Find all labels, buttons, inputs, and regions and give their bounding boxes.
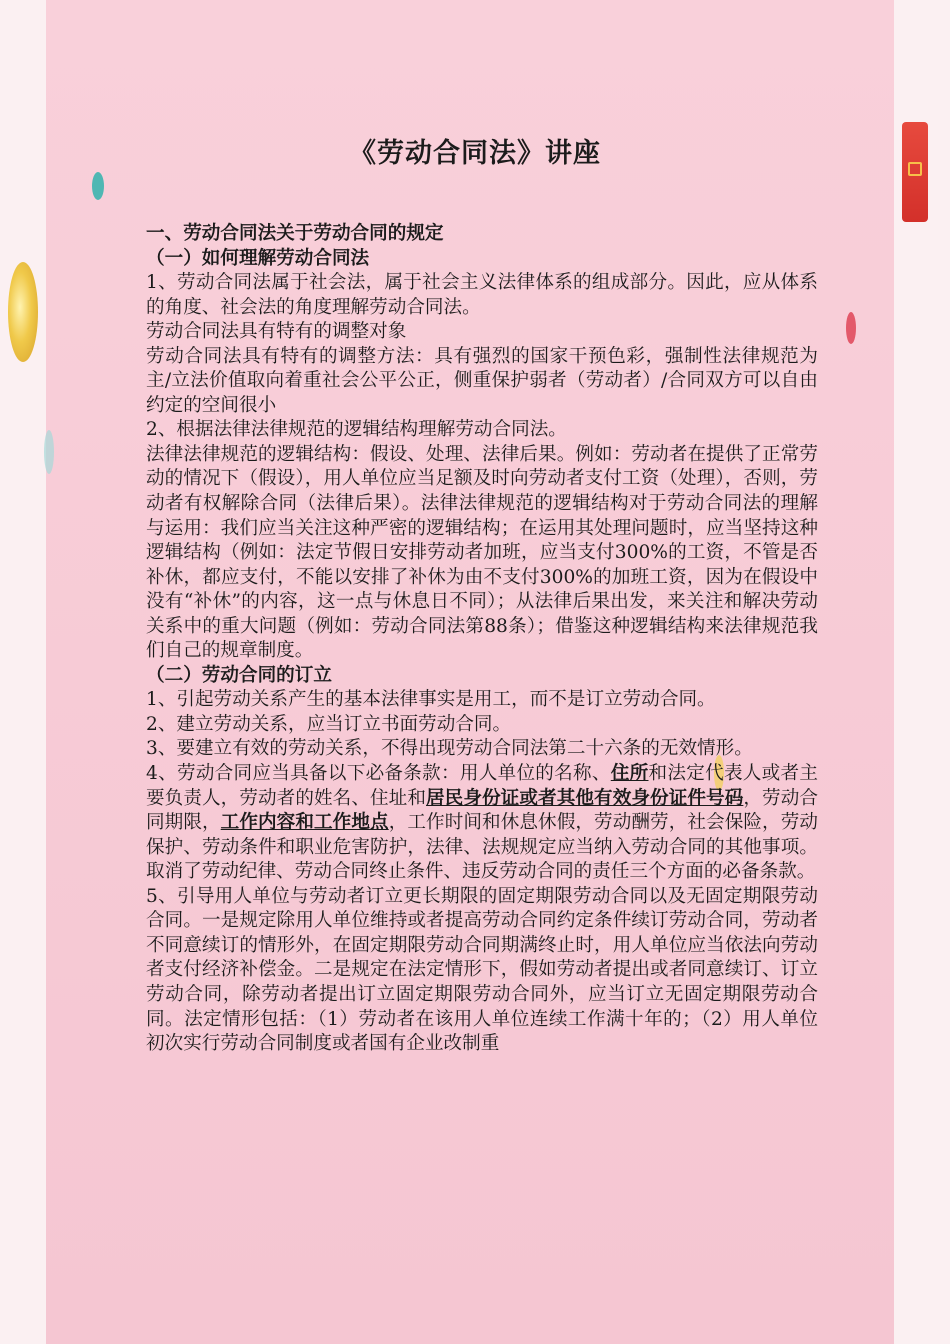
body-paragraph <box>146 762 818 885</box>
body-paragraph: 2、建立劳动关系，应当订立书面劳动合同。 <box>146 713 512 735</box>
body-paragraph: 2、根据法律法律规范的逻辑结构理解劳动合同法。 <box>146 419 567 441</box>
body-paragraph: 1、引起劳动关系产生的基本法律事实是用工，而不是订立劳动合同。 <box>146 689 716 711</box>
body-paragraph: 5、引导用人单位与劳动者订立更长期限的固定期限劳动合同以及无固定期限劳动合同。一是规定除用人单位维持或者提高劳动合同约定条件续订劳动合同，劳动者不同意续订的情形外，在固定期限劳动合同期满终止时，用人单位应当依法向劳动者支付经济补偿金。二是规定在法定情形下，假如劳动者提出或者同意续订、订立劳动合同，除劳动者提出订立固定期限劳动合同外，应当订立无固定期限劳动合同。法定情形包括：（1）劳动者在该用人单位连续工作满十年的；（2）用人单位初次实行劳动合同制度或者国有企业改制重 <box>146 885 818 1055</box>
body-paragraph: 劳动合同法具有特有的调整方法：具有强烈的国家干预色彩，强制性法律规范为主/立法价值取向着重社会公平公正，侧重保护弱者（劳动者）/合同双方可以自由约定的空间很小 <box>146 345 818 416</box>
body-paragraph: 3、要建立有效的劳动关系，不得出现劳动合同法第二十六条的无效情形。 <box>146 738 753 760</box>
section-heading: （一）如何理解劳动合同法 <box>146 247 370 269</box>
paragraph-segment: ，工作时间和休息休假，劳动酬劳，社会保险，劳动保护、劳动条件和职业危害防护，法律、法规规定应当纳入劳动合同的其他事项。取消了劳动纪律、劳动合同终止条件、违反劳动合同的责任三个方面的必备条款。 <box>146 812 818 883</box>
teal-balloon-decoration <box>92 172 104 200</box>
paragraph-segment: 4、劳动合同应当具备以下必备条款：用人单位的名称、 <box>146 763 611 785</box>
document-title: 《劳动合同法》讲座 <box>349 138 601 169</box>
section-heading: （二）劳动合同的订立 <box>146 664 332 686</box>
red-balloon-decoration <box>846 312 856 344</box>
gold-coin-decoration <box>8 262 38 362</box>
underlined-term: 工作内容和工作地点 <box>220 812 389 834</box>
teal-edge-decoration <box>44 430 54 474</box>
body-paragraph: 法律法律规范的逻辑结构：假设、处理、法律后果。例如：劳动者在提供了正常劳动的情况下（假设），用人单位应当足额及时向劳动者支付工资（处理），否则，劳动者有权解除合同（法律后果）。法律法律规范的逻辑结构对于劳动合同法的理解与运用：我们应当关注这种严密的逻辑结构；在运用其处理问题时，应当坚持这种逻辑结构（例如：法定节假日安排劳动者加班，应当支付300%的工资，不管是否补休，都应支付，不能以安排了补休为由不支付300%的加班工资，因为在假设中没有“补休”的内容，这一点与休息日不同）；从法律后果出发，来关注和解决劳动关系中的重大问题（例如：劳动合同法第88条）；借鉴这种逻辑结构来法律规范我们自己的规章制度。 <box>146 443 818 662</box>
paragraph-segment: 和法定代表人或者主要负责人，劳动者的姓名、住址和 <box>146 763 818 809</box>
paragraph-segment: ，劳动合同期限， <box>146 787 818 834</box>
body-paragraph: 1、劳动合同法属于社会法，属于社会主义法律体系的组成部分。因此，应从体系的角度、社会法的角度理解劳动合同法。 <box>146 272 818 318</box>
left-margin <box>0 0 46 1344</box>
underlined-term: 住所 <box>610 763 649 785</box>
section-heading: 一、劳动合同法关于劳动合同的规定 <box>146 223 444 244</box>
document-body <box>146 222 818 1057</box>
underlined-term: 居民身份证或者其他有效身份证件号码 <box>426 787 744 809</box>
body-paragraph: 劳动合同法具有特有的调整对象 <box>146 321 407 343</box>
